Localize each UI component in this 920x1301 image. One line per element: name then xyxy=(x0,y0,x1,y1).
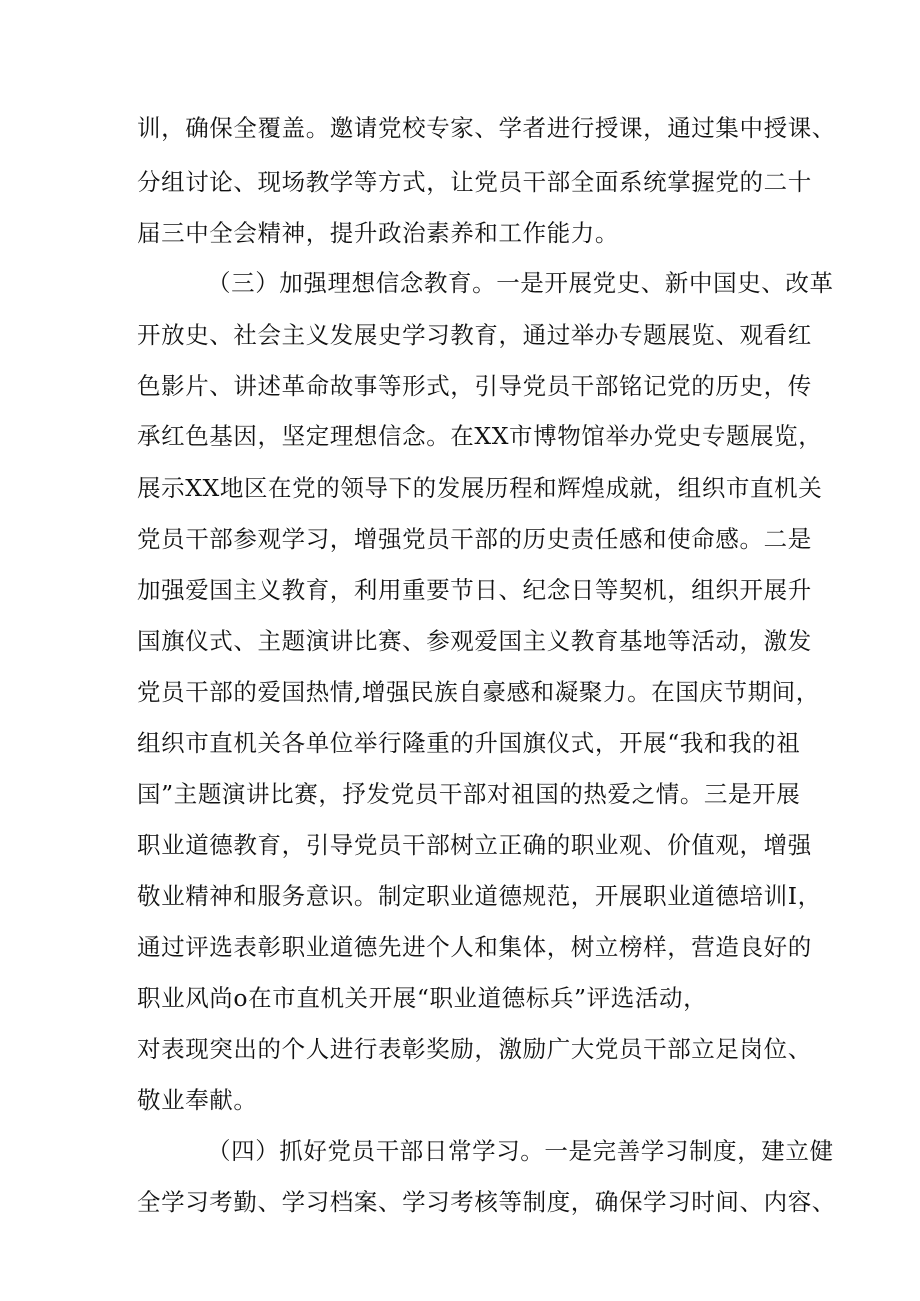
section-heading-line: （三）加强理想信念教育。一是开展党史、新中国史、改革 xyxy=(207,269,834,297)
text-line: 加强爱国主义教育，利用重要节日、纪念日等契机，组织开展升 xyxy=(137,576,812,604)
text-line: 通过评选表彰职业道德先进个人和集体，树立榜样，营造良好的 xyxy=(137,933,812,961)
text-line: 职业道德教育，引导党员干部树立正确的职业观、价值观，增强 xyxy=(137,831,812,859)
text-line: 届三中全会精神，提升政治素养和工作能力。 xyxy=(137,219,619,247)
text-line: 对表现突出的个人进行表彰奖励，激励广大党员干部立足岗位、 xyxy=(137,1035,812,1063)
text-line: 党员干部的爱国热情,增强民族自豪感和凝聚力。在国庆节期间， xyxy=(137,678,820,706)
text-line: 开放史、社会主义发展史学习教育，通过举办专题展览、观看红 xyxy=(137,321,812,349)
text-line: 分组讨论、现场教学等方式，让党员干部全面系统掌握党的二十 xyxy=(137,168,812,196)
text-line: 展示XX地区在党的领导下的发展历程和辉煌成就，组织市直机关 xyxy=(137,474,823,502)
text-line: 色影片、讲述革命故事等形式，引导党员干部铭记党的历史，传 xyxy=(137,372,812,400)
text-line: 组织市直机关各单位举行隆重的升国旗仪式，开展“我和我的祖 xyxy=(137,729,801,757)
text-line: 党员干部参观学习，增强党员干部的历史责任感和使命感。二是 xyxy=(137,525,812,553)
text-line: 敬业精神和服务意识。制定职业道德规范，开展职业道德培训I， xyxy=(137,882,822,910)
text-line: 承红色基因，坚定理想信念。在XX市博物馆举办党史专题展览， xyxy=(137,422,823,450)
text-line: 国”主题演讲比赛，抒发党员干部对祖国的热爱之情。三是开展 xyxy=(137,780,801,808)
text-line: 训，确保全覆盖。邀请党校专家、学者进行授课，通过集中授课、 xyxy=(137,114,836,142)
text-line: 全学习考勤、学习档案、学习考核等制度，确保学习时间、内容、 xyxy=(137,1188,836,1216)
text-line: 国旗仪式、主题演讲比赛、参观爱国主义教育基地等活动，激发 xyxy=(137,627,812,655)
text-line: 职业风尚o在市直机关开展“职业道德标兵”评选活动， xyxy=(137,984,708,1012)
text-line: 敬业奉献。 xyxy=(137,1086,258,1114)
section-heading-line: （四）抓好党员干部日常学习。一是完善学习制度，建立健 xyxy=(207,1137,834,1165)
